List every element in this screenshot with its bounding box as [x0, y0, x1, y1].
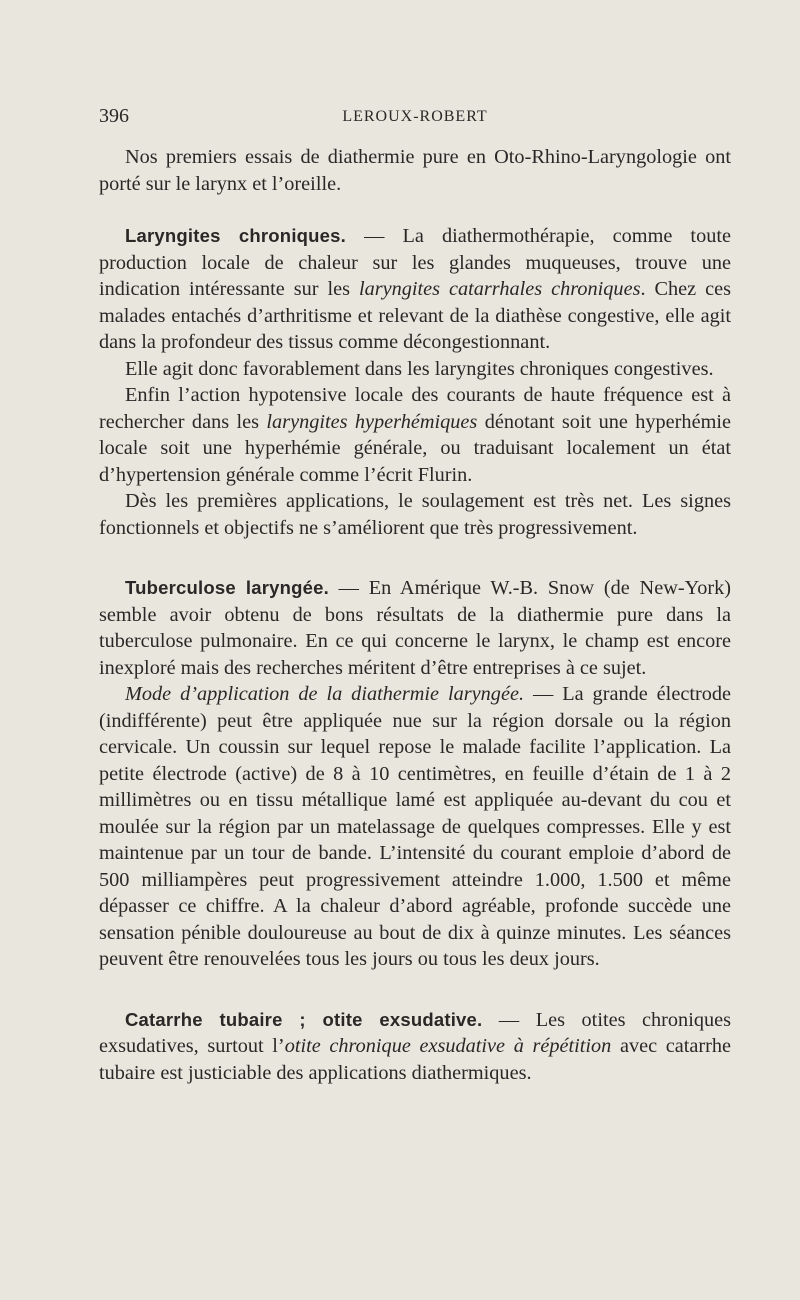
paragraph-text: . Chez ces malades entachés d’arthritisme et relevant de la diathèse congestive, elle agit dans la profondeur des tissus comme décongestionnant.: [99, 278, 731, 353]
paragraph-intro: Nos premiers essais de diathermie pure en Oto-Rhino-Laryngologie ont porté sur le larynx et l’oreille.: [99, 146, 731, 195]
paragraph-text: dénotant soit une hyperhémie locale soit une hyperhémie générale, ou traduisant localement un état d’hypertension générale comme l’écrit Flurin.: [99, 410, 731, 486]
page-header: [99, 105, 731, 135]
paragraph-text: Enfin l’action hypotensive locale des courants de haute fréquence est à rechercher dans les: [99, 384, 731, 433]
paragraph-soulagement: Dès les premières applications, le soulagement est très net. Les signes fonctionnels et objectifs ne s’améliorent que très progressivement.: [99, 490, 731, 539]
paragraph-hypotensive: [99, 382, 731, 488]
section-heading-laryngites: Laryngites chroniques.: [125, 225, 346, 246]
paragraph-italic: otite chronique exsudative à répétition: [284, 1035, 612, 1057]
paragraph-text: — En Amérique W.-B. Snow (de New-York) semble avoir obtenu de bons résultats de la diathermie pure dans la tuberculose pulmonaire. En ce qui concerne le larynx, le champ est encore inexploré mais des recherches méritent d’être entreprises à ce sujet.: [99, 577, 731, 679]
paragraph-tuberculose: [99, 575, 731, 681]
paragraph-mode-application: [99, 681, 731, 973]
paragraph-italic: laryngites catarrhales chroniques: [358, 278, 641, 300]
paragraph-italic: laryngites hyperhémiques: [266, 410, 478, 433]
paragraph-text: — La grande électrode (indifférente) peut être appliquée nue sur la région dorsale ou la région cervicale. Un coussin sur lequel repose le malade facilite l’application. La petite électrode (active) de 8 à 10 centimètres, en feuille d’étain de 1 à 2 millimètres ou en tissu métallique lamé est appliquée au-devant du cou et moulée sur la région par un matelassage de quelques compresses. Elle y est maintenue par un tour de bande. L’intensité du courant emploie d’abord de 500 milliampères peut progressivement atteindre 1.000, 1.500 et même dépasser ce chiffre. A la chaleur d’abord agréable, profonde succède une sensation pénible douloureuse au bout de dix à quinze minutes. Les séances peuvent être renouvelées tous les jours ou tous les deux jours.: [99, 683, 731, 970]
running-head: LEROUX-ROBERT: [342, 108, 488, 125]
paragraph-laryngites: [99, 223, 731, 356]
page-number: 396: [99, 105, 129, 127]
paragraph-congestives: Elle agit donc favorablement dans les laryngites chroniques congestives.: [125, 357, 714, 380]
section-heading-catarrhe: Catarrhe tubaire ; otite exsudative.: [125, 1008, 483, 1030]
paragraph-text: avec catarrhe tubaire est justiciable des applications diathermiques.: [99, 1035, 732, 1084]
paragraph-text: — La diathermothérapie, comme toute production locale de chaleur sur les glandes muqueuses, trouve une indication intéressante sur les: [99, 225, 731, 300]
section-heading-tuberculose: Tuberculose laryngée.: [125, 577, 329, 598]
paragraph-text: — Les otites chroniques exsudatives, surtout: [99, 1008, 731, 1057]
body-text: [99, 144, 731, 1086]
paragraph-text: l’: [272, 1035, 285, 1057]
paragraph-catarrhe: [99, 1007, 731, 1087]
paragraph-italic: Mode d’application de la diathermie laryngée.: [125, 683, 525, 705]
